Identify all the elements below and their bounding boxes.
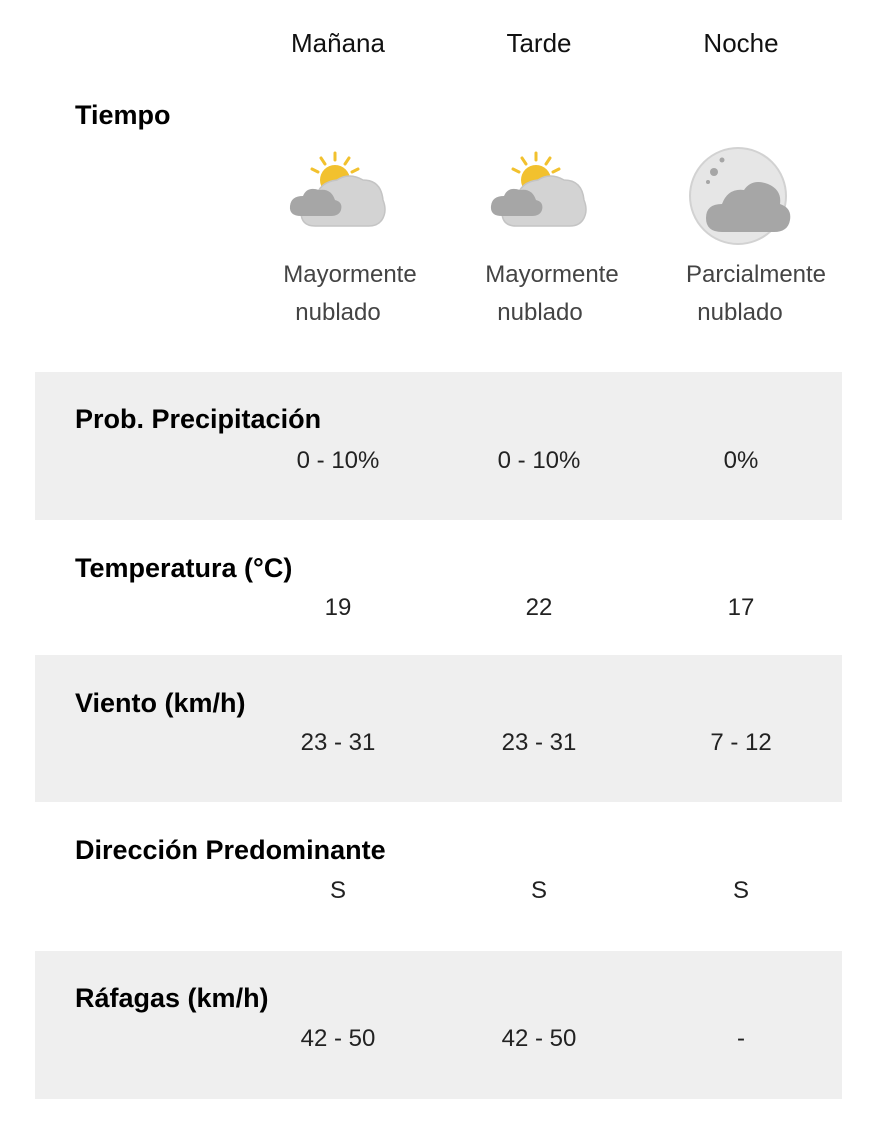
direction-title: Dirección Predominante [75, 835, 386, 865]
moon-cloud-icon [686, 146, 796, 250]
gusts-afternoon: 42 - 50 [501, 1025, 577, 1052]
column-header-afternoon: Tarde [506, 28, 572, 58]
weather-condition-line2: nublado [497, 299, 583, 326]
weather-condition-line2: nublado [697, 299, 783, 326]
temperature-title: Temperatura (°C) [75, 553, 293, 583]
weather-condition-afternoon [452, 256, 652, 332]
weather-condition-night [656, 256, 856, 332]
precipitation-row [35, 372, 842, 520]
temperature-night: 17 [727, 594, 755, 621]
partly-sunny-cloud-icon [484, 150, 594, 240]
weather-title: Tiempo [75, 100, 171, 130]
weather-icon-morning [238, 150, 438, 250]
gusts-night: - [737, 1025, 745, 1052]
precipitation-title: Prob. Precipitación [75, 404, 322, 434]
precipitation-afternoon: 0 - 10% [497, 447, 581, 474]
wind-afternoon: 23 - 31 [501, 729, 577, 756]
wind-morning: 23 - 31 [300, 729, 376, 756]
weather-condition-morning [250, 256, 450, 332]
precipitation-morning: 0 - 10% [296, 447, 380, 474]
temperature-morning: 19 [324, 594, 352, 621]
weather-condition-line2: nublado [295, 299, 381, 326]
partly-sunny-cloud-icon [283, 150, 393, 240]
precipitation-night: 0% [723, 447, 759, 474]
gusts-morning: 42 - 50 [300, 1025, 376, 1052]
temperature-afternoon: 22 [525, 594, 553, 621]
column-header-night: Noche [703, 28, 779, 58]
direction-afternoon: S [530, 877, 547, 904]
gusts-title: Ráfagas (km/h) [75, 983, 269, 1013]
wind-night: 7 - 12 [710, 729, 772, 756]
column-header-morning: Mañana [291, 28, 385, 58]
weather-icon-night [641, 146, 841, 246]
weather-icon-afternoon [439, 150, 639, 250]
wind-title: Viento (km/h) [75, 688, 246, 718]
direction-morning: S [329, 877, 346, 904]
weather-condition-line1: Parcialmente [685, 261, 827, 288]
direction-night: S [732, 877, 749, 904]
weather-condition-line1: Mayormente [485, 261, 619, 288]
weather-condition-line1: Mayormente [283, 261, 417, 288]
